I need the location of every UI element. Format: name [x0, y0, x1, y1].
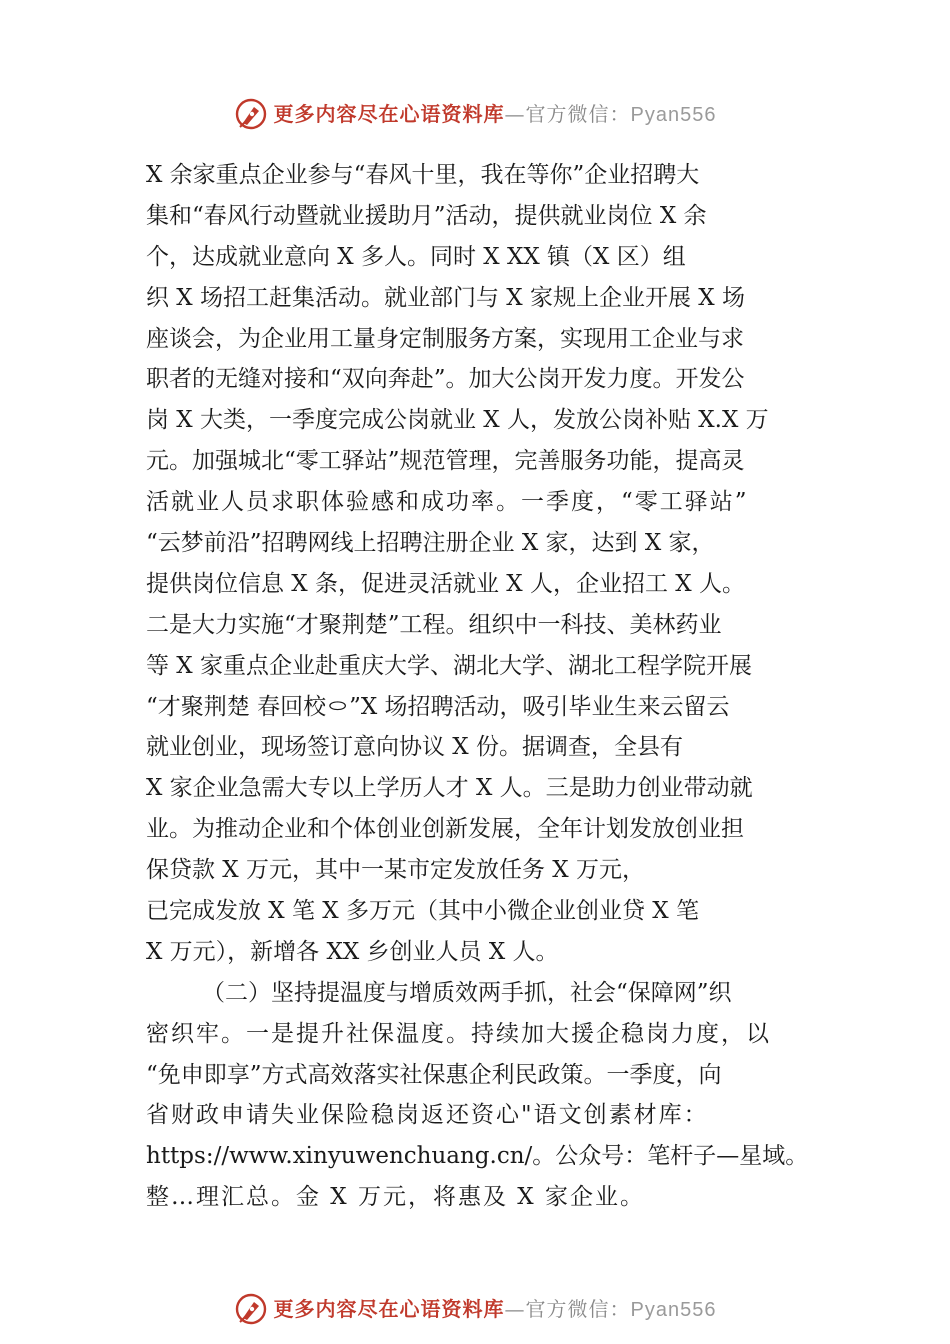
watermark-text: [274, 1289, 717, 1330]
watermark-wechat-id: Pyan556: [630, 1298, 717, 1321]
body-line: X 余家重点企业参与“春风十里，我在等你”企业招聘大: [146, 162, 700, 188]
body-line: 就业创业，现场签订意向协议 X 份。据调查，全县有: [146, 734, 683, 761]
pen-nib-logo-icon: [234, 97, 268, 131]
watermark-wechat-id: Pyan556: [630, 103, 717, 126]
body-line: 活就业人员求职体验感和成功率。一季度，“零工驿站”: [146, 489, 749, 516]
document-body: [146, 155, 836, 1218]
body-line: 二是大力实施“才聚荆楚”工程。组织中一科技、美林药业: [146, 611, 722, 638]
body-line: 集和“春风行动暨就业援助月”活动，提供就业岗位 X 余: [146, 202, 707, 229]
body-line: 业。为推动企业和个体创业创新发展，全年计划发放创业担: [146, 816, 744, 843]
body-line: X 家企业急需大专以上学历人才 X 人。三是助力创业带动就: [146, 775, 753, 802]
watermark-separator: —官方微信：: [504, 101, 631, 126]
body-line: 元。加强城北“零工驿站”规范管理，完善服务功能，提高灵: [146, 448, 745, 475]
watermark-brand: 更多内容尽在心语资料库: [273, 1296, 505, 1321]
body-line: 座谈会，为企业用工量身定制服务方案，实现用工企业与求: [146, 325, 744, 352]
body-line: X 万元），新增各 XX 乡创业人员 X 人。: [146, 938, 559, 965]
header-watermark: [0, 94, 950, 134]
body-line: 个，达成就业意向 X 多人。同时 X XX 镇（X 区）组: [146, 243, 686, 270]
watermark-separator: —官方微信：: [504, 1296, 631, 1321]
body-line: 职者的无缝对接和“双向奔赴”。加大公岗开发力度。开发公: [146, 366, 745, 393]
body-line: “免申即享”方式高效落实社保惠企利民政策。一季度，向: [146, 1061, 722, 1088]
body-line: 省财政申请失业保险稳岗返还资心"语文创素材库：: [146, 1102, 709, 1129]
body-line: 已完成发放 X 笔 X 多万元（其中小微企业创业贷 X 笔: [146, 898, 699, 925]
body-line: 提供岗位信息 X 条，促进灵活就业 X 人，企业招工 X 人。: [146, 570, 745, 597]
body-line-url: https://www.xinyuwenchuang.cn/。公众号：笔杆子—星域。: [146, 1143, 809, 1170]
pen-nib-logo-icon: [234, 1292, 268, 1326]
body-line: 密织牢。一是提升社保温度。持续加大援企稳岗力度，以: [146, 1020, 771, 1047]
body-line: 织 X 场招工赶集活动。就业部门与 X 家规上企业开展 X 场: [146, 284, 745, 311]
body-line: 保贷款 X 万元，其中一某市定发放任务 X 万元，: [146, 857, 645, 884]
body-line: “才聚荆楚 春回校㇣”X 场招聘活动，吸引毕业生来云留云: [146, 693, 730, 720]
section-heading-line: （二）坚持提温度与增质效两手抓，社会“保障网”织: [202, 979, 732, 1006]
body-line: 等 X 家重点企业赴重庆大学、湖北大学、湖北工程学院开展: [146, 652, 752, 679]
body-line: “云梦前沿”招聘网线上招聘注册企业 X 家，达到 X 家，: [146, 530, 715, 557]
body-line: 岗 X 大类，一季度完成公岗就业 X 人，发放公岗补贴 X.X 万: [146, 407, 769, 434]
body-line: 整…理汇总。金 X 万元，将惠及 X 家企业。: [146, 1184, 645, 1211]
footer-watermark: [0, 1289, 950, 1329]
watermark-brand: 更多内容尽在心语资料库: [273, 101, 505, 126]
watermark-text: [274, 94, 717, 135]
